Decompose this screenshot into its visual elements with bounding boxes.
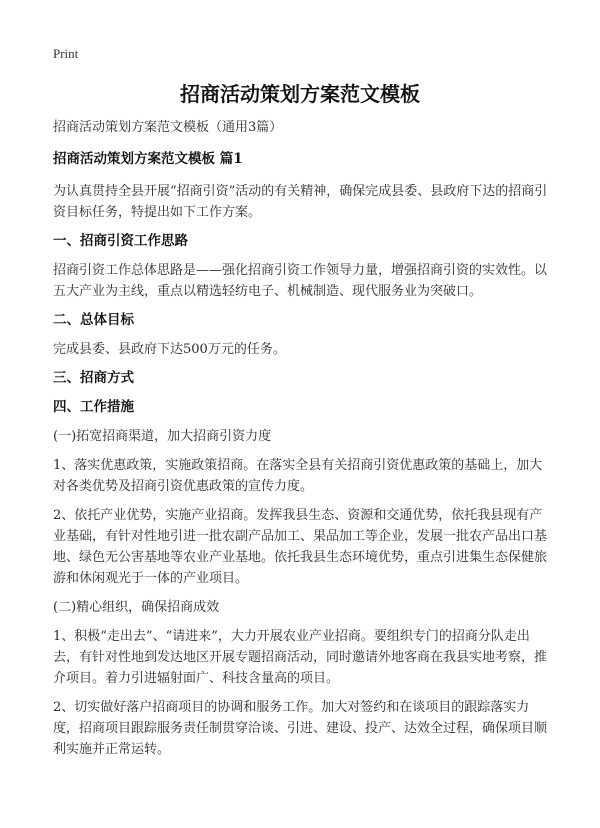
paragraph-service: 2、切实做好落户招商项目的协调和服务工作。加大对签约和在谈项目的跟踪落实力度，招商项目跟踪服务责任制贯穿洽谈、引进、建设、投产、达效全过程，确保项目顺利实施并正常运转。: [53, 700, 548, 757]
section-text-ideas: 招商引资工作总体思路是——强化招商引资工作领导力量，增强招商引资的实效性。以五大产业为主线，重点以精选轻纺电子、机械制造、现代服务业为突破口。: [53, 263, 548, 299]
section-heading-methods: 三、招商方式: [53, 370, 134, 386]
section-heading-goals: 二、总体目标: [53, 312, 134, 328]
section-heading-measures: 四、工作措施: [53, 399, 134, 415]
article-title: 招商活动策划方案范文模板 篇1: [53, 151, 243, 167]
print-link[interactable]: Print: [53, 46, 79, 61]
paragraph-industry: 2、依托产业优势，实施产业招商。发挥我县生态、资源和交通优势，依托我县现有产业基础，有针对性地引进一批农副产品加工、果品加工等企业，发展一批农产品出口基地、绿色无公害基地等农业产业基地。依托我县生态环境优势，重点引进集生态保健旅游和休闲观光于一体的产业项目。: [53, 508, 548, 586]
paragraph-outreach: 1、积极“走出去”、“请进来”，大力开展农业产业招商。要组织专门的招商分队走出去，有针对性地到发达地区开展专题招商活动，同时邀请外地客商在我县实地考察，推介项目。着力引进辐射面广、科技含量高的项目。: [53, 629, 548, 686]
section-heading-ideas: 一、招商引资工作思路: [53, 233, 188, 249]
subsection-heading-organize: (二)精心组织，确保招商成效: [53, 600, 220, 615]
subsection-heading-channels: (一)拓宽招商渠道，加大招商引资力度: [53, 429, 272, 444]
intro-paragraph: 为认真贯持全县开展“招商引资”活动的有关精神，确保完成县委、县政府下达的招商引资目标任务，特提出如下工作方案。: [53, 184, 548, 220]
section-text-goals: 完成县委、县政府下达500万元的任务。: [53, 342, 286, 357]
document-body: [53, 117, 553, 760]
page-title: 招商活动策划方案范文模板: [180, 82, 420, 106]
document-subtitle: 招商活动策划方案范文模板（通用3篇）: [53, 120, 283, 135]
paragraph-policy: 1、落实优惠政策，实施政策招商。在落实全县有关招商引资优惠政策的基础上，加大对各类优势及招商引资优惠政策的宣传力度。: [53, 458, 543, 494]
